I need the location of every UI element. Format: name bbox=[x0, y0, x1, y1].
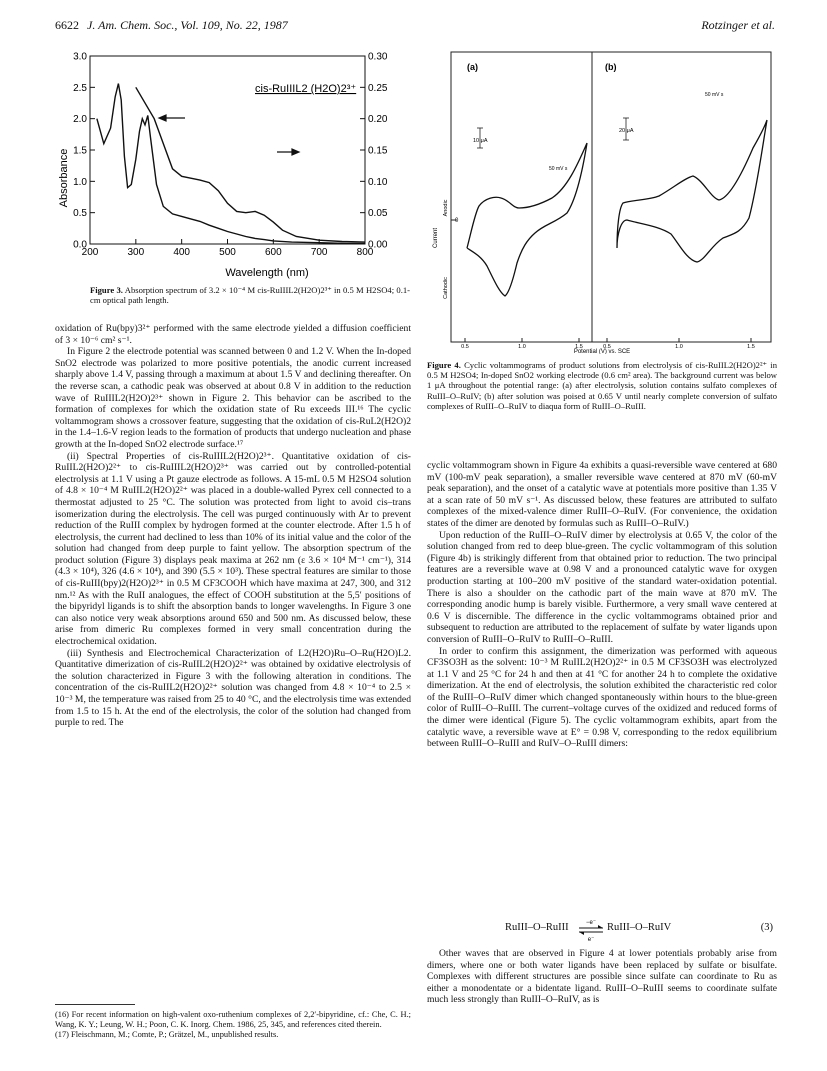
zero-current-label: 0 bbox=[455, 218, 459, 224]
voltammogram-a bbox=[467, 143, 587, 296]
y-right-tick-label: 0.15 bbox=[368, 145, 388, 157]
equation-bottom: e⁻ bbox=[587, 937, 595, 942]
paragraph: Upon reduction of the RuIII–O–RuIV dimer by electrolysis at 0.65 V, the color of the solution changed from red to deep blue-green. The cyclic voltammogram of this solution (Figure 4b) is strikingly different from that obtained prior to reduction. The two principal features are a reversible wave at 0.98 V and a pronounced catalytic wave for oxygen production starting at 100–200 mV positive of the standard water-oxidation potential. There is also a shoulder on the cathodic part of the main wave at 870 mV. The corresponding anodic hump is barely visible. Furthermore, a very small wave centered at 0.6 V is discernible. The difference in the cyclic voltammograms obtained prior and subsequent to reduction are attributed to the replacement of sulfate by water ligands upon conversion of RuIII–O–RuIV to RuIII–O–RuIII. bbox=[427, 529, 777, 645]
figure-3-legend: cis-RuIIIL2 (H2O)2³⁺ bbox=[255, 83, 357, 95]
y-right-tick-label: 0.20 bbox=[368, 114, 388, 126]
anodic-label: Anodic bbox=[443, 199, 449, 217]
equation-top: −e⁻ bbox=[585, 920, 597, 926]
x-tick-label: 600 bbox=[264, 247, 282, 258]
figure-4-caption-text: Cyclic voltammograms of product solutions from electrolysis of cis-RuIIL2(H2O)2²⁺ in 0.5 M H2SO4; In-doped SnO2 working electrode (0.6 cm² area). The background current was below 1 μA throughout the potential range: (a) after electrolysis, solution contains sulfato complexes of RuIII–O–RuIV; (b) after solution was poised at 0.65 V until nearly complete conversion of sulfato complexes of RuIII–O–RuIV to diaqua form of RuIII–O–RuIII. bbox=[427, 360, 777, 411]
paragraph: cyclic voltammogram shown in Figure 4a exhibits a quasi-reversible wave centered at 680 mV (100-mV peak separation), a smaller reversible wave centered at 870 mV (60-mV peak separation), and the onset of a catalytic wave at potentials more positive than 1.35 V at a scan rate of 50 mV s⁻¹. As discussed below, these features are attributed to sulfato complexes of the mixed-valence dimer RuIII–O–RuIV. (For convenience, the oxidation states of the dimer are denoted by formulas such as RuIII–O–RuIV.) bbox=[427, 460, 777, 529]
scanrate-a-label: 50 mV s bbox=[549, 166, 568, 172]
figure-4-xlabel: Potential (V) vs. SCE bbox=[573, 349, 631, 354]
y-left-tick-label: 0.0 bbox=[73, 239, 87, 251]
footnote: (17) Fleischmann, M.; Comte, P.; Grätzel, M., unpublished results. bbox=[55, 1030, 279, 1039]
panel-b-label: (b) bbox=[605, 62, 617, 72]
y-right-tick-label: 0.25 bbox=[368, 82, 388, 94]
panel-b-x-tick-label: 1.0 bbox=[675, 344, 683, 350]
y-left-tick-label: 1.5 bbox=[73, 145, 87, 157]
paragraph: Other waves that are observed in Figure 4 at lower potentials probably arise from dimers, where one or both water ligands have been replaced by sulfate or bisulfate. Complexes with different structures are possible since sulfate can coordinate to Ru as either a monodentate or a bidentate ligand. RuIII–O–RuIII seems to coordinate sulfate much less strongly than RuIII–O–RuIV, as is bbox=[427, 948, 777, 1006]
y-left-tick-label: 2.0 bbox=[73, 114, 87, 126]
cathodic-label: Cathodic bbox=[443, 277, 449, 299]
right-column-text-continued bbox=[427, 948, 777, 1006]
y-left-tick-label: 2.5 bbox=[73, 82, 87, 94]
page-number: 6622 bbox=[55, 18, 79, 32]
paragraph: In order to confirm this assignment, the dimerization was performed with aqueous CF3SO3H as the solvent: 10⁻³ M RuIIL2(H2O)2²⁺ in 0.5 M CF3SO3H was electrolyzed at 1.1 V and 25 °C for 24 h and then at 41 °C for another 24 h to complete the oxidative dimerization. At the end of electrolysis, the solution exhibited the characteristic red color of the RuIII–O–RuIV dimer which changed spontaneously within hours to the blue-green color of RuIII–O–RuIII. The current–voltage curves of the oxidized and reduced forms of the dimer were identical (Figure 5). The cyclic voltammogram exhibits, apart from the catalytic wave, a reversible wave at E° = 0.98 V, corresponding to the redox equilibrium between RuIII–O–RuIII and RuIV–O–RuIII dimers: bbox=[427, 645, 777, 750]
figure-4-caption-label: Figure 4. bbox=[427, 360, 461, 370]
footnote-rule bbox=[55, 1004, 135, 1005]
panel-a-x-tick-label: 1.5 bbox=[575, 344, 583, 350]
series-expanded-absorbance bbox=[136, 87, 365, 242]
series-main-absorbance bbox=[97, 84, 365, 244]
figure-3-arrows bbox=[159, 115, 299, 155]
right-column-text bbox=[427, 460, 777, 750]
x-tick-label: 300 bbox=[127, 247, 145, 258]
figure-3-caption-text: Absorption spectrum of 3.2 × 10⁻⁴ M cis-RuIIIL2(H2O)2³⁺ in 0.5 M H2SO4; 0.1-cm optical path length. bbox=[90, 285, 410, 306]
scale-a-label: 10 μA bbox=[473, 138, 488, 144]
left-column-text bbox=[55, 323, 411, 729]
paragraph: (ii) Spectral Properties of cis-RuIIIL2(H2O)2³⁺. Quantitative oxidation of cis-RuIIL2(H2O)2²⁺ to cis-RuIIIL2(H2O)2³⁺ was carried out by controlled-potential electrolysis at 1.1 V using a Pt gauze electrode as follows. A 15-mL 0.5 M H2SO4 solution of 4.8 × 10⁻⁴ M RuIIL2(H2O)2²⁺ was placed in a double-walled Pyrex cell connected to a thermostat adjusted to 25 °C. The solution was protected from light to avoid cis–trans isomerization during the electrolysis. The cell was purged continuously with Ar to prevent reduction of the RuIII complex by hydrogen formed at the counter electrode. After 1.5 h of electrolysis, the current had declined to less than 10% of its initial value and the color of the solution had changed from deep purple to faint yellow. The absorption spectrum of the product solution (Figure 3) displays peak maxima at 262 nm (ε 3.6 × 10⁴ M⁻¹ cm⁻¹), 314 (4.3 × 10⁴), 326 (4.6 × 10⁴), and 390 (5.5 × 10³). These spectral features are similar to those of cis-RuIII(bpy)2(H2O)2³⁺ in 0.5 M CF3COOH which have maxima at 247, 300, and 312 nm.¹² As with the RuII analogues, the effect of COOH substitution at the 5,5′ positions of the bipyridyl ligands is to shift the absorption bands to longer wavelengths. In Figure 3 one can also notice very weak absorptions around 650 and 500 nm. As discussed below, these arise from dimeric Ru complexes formed in very small concentration during the electrochemical oxidation. bbox=[55, 450, 411, 648]
paragraph: (iii) Synthesis and Electrochemical Characterization of L2(H2O)Ru–O–Ru(H2O)L2. Quantitative dimerization of cis-RuIIL2(H2O)2²⁺ was obtained by oxidative electrolysis of the solution characterized in Figure 3 with the following alteration in conditions. The concentration of the cis-RuIIL2(H2O)2²⁺ solution was changed from 4.8 × 10⁻⁴ to 2.5 × 10⁻³ M, the temperature was raised from 25 to 40 °C, and the electrolysis time was extended from 1.5 to 15 h. At the end of the electrolysis, the color of the solution had changed from purple to red. The bbox=[55, 647, 411, 729]
equation-left: RuIII–O–RuIII bbox=[505, 922, 569, 933]
y-left-tick-label: 3.0 bbox=[73, 51, 87, 63]
y-right-tick-label: 0.10 bbox=[368, 176, 388, 188]
running-authors: Rotzinger et al. bbox=[701, 18, 775, 32]
equation-right: RuIII–O–RuIV bbox=[607, 922, 672, 933]
voltammogram-b bbox=[617, 120, 767, 262]
figure-4-cyclic-voltammograms bbox=[427, 48, 777, 354]
x-tick-label: 500 bbox=[219, 247, 236, 258]
y-right-tick-label: 0.30 bbox=[368, 51, 388, 63]
panel-a-label: (a) bbox=[467, 62, 478, 72]
scanrate-b-label: 50 mV s bbox=[705, 92, 724, 98]
panel-a-x-tick-label: 0.5 bbox=[461, 344, 469, 350]
x-tick-label: 200 bbox=[81, 247, 99, 258]
x-tick-label: 700 bbox=[310, 247, 328, 258]
paragraph: oxidation of Ru(bpy)3²⁺ performed with the same electrode yielded a diffusion coefficient of 3 × 10⁻⁶ cm² s⁻¹. bbox=[55, 323, 411, 346]
equation-3 bbox=[427, 918, 777, 942]
footnote: (16) For recent information on high-valent oxo-ruthenium complexes of 2,2′-bipyridine, cf.: Che, C. H.; Wang, K. Y.; Leung, W. H.; Poon, C. K. Inorg. Chem. 1986, 25, 345, and references cited therein. bbox=[55, 1010, 411, 1029]
panel-b-x-tick-label: 1.5 bbox=[747, 344, 755, 350]
y-right-tick-label: 0.00 bbox=[368, 239, 388, 251]
figure-3-ylabel: Absorbance bbox=[58, 148, 70, 208]
y-right-tick-label: 0.05 bbox=[368, 208, 388, 220]
figure-3-absorption-spectrum bbox=[55, 48, 415, 284]
y-left-tick-label: 1.0 bbox=[73, 176, 87, 188]
y-left-tick-label: 0.5 bbox=[73, 208, 87, 220]
panel-b-x-tick-label: 0.5 bbox=[603, 344, 611, 350]
figure-3-caption-label: Figure 3. bbox=[90, 285, 123, 295]
equilibrium-arrows bbox=[577, 918, 605, 942]
journal-citation: J. Am. Chem. Soc., Vol. 109, No. 22, 1987 bbox=[87, 18, 288, 32]
paragraph: In Figure 2 the electrode potential was scanned between 0 and 1.2 V. When the In-doped SnO2 electrode was polarized to more positive potentials, the anodic current increased sharply above 1.4 V, passing through a maximum at about 1.5 V and declining thereafter. On the reverse scan, a cathodic peak was observed at about 0.8 V in addition to the reduction wave of RuIIIL2(H2O)2³⁺ shown in Figure 2. This behavior can be ascribed to the formation of complexes for which the oxidation state of Ru exceeds III.¹⁶ The cyclic voltammogram shows a crossover feature, suggesting that the oxidation of cis-RuL2(H2O)2 in the 1.4–1.6-V region leads to the formation of products that undergo nucleation and phase growth at the In-doped SnO2 electrode surface.¹⁷ bbox=[55, 346, 411, 450]
footnotes bbox=[55, 1010, 411, 1040]
panel-a-x-tick-label: 1.0 bbox=[518, 344, 526, 350]
scale-b-label: 20 μA bbox=[619, 128, 634, 134]
x-tick-label: 400 bbox=[173, 247, 191, 258]
equation-number: (3) bbox=[760, 922, 773, 933]
figure-3-xlabel: Wavelength (nm) bbox=[225, 267, 309, 279]
x-tick-label: 800 bbox=[356, 247, 374, 258]
figure-4-caption bbox=[427, 360, 777, 411]
figure-3-caption bbox=[90, 285, 410, 305]
current-axis-label: Current bbox=[433, 227, 439, 249]
